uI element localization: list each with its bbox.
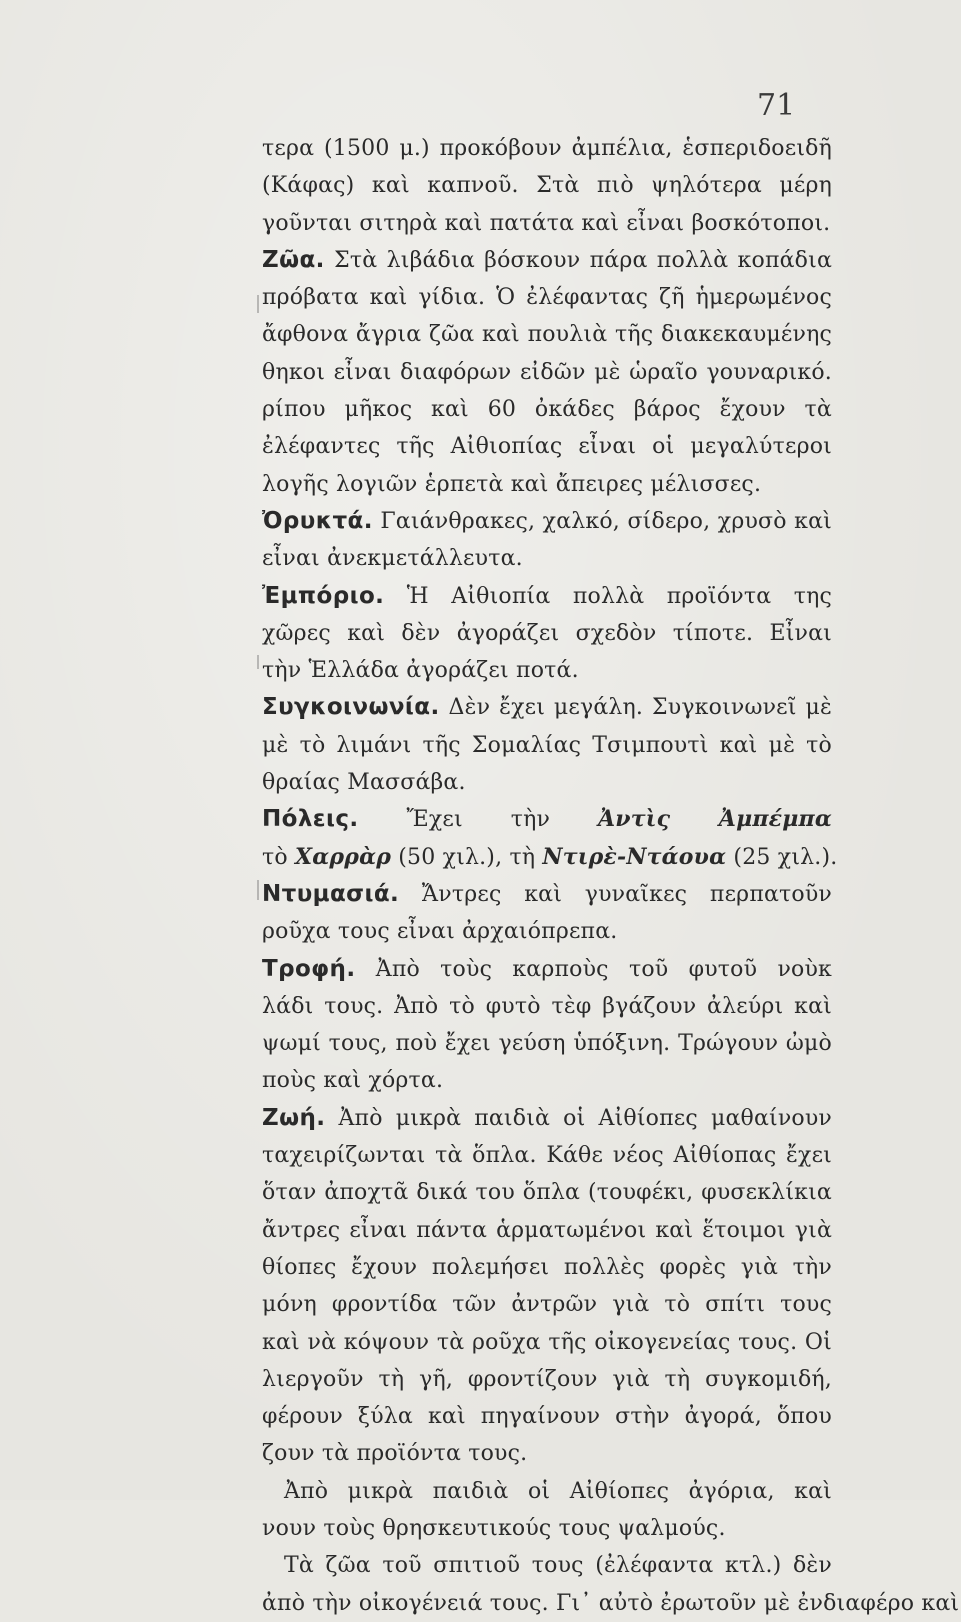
text-line — [262, 242, 832, 279]
text-line — [262, 1100, 832, 1137]
text-line — [262, 428, 832, 465]
line-text: θηκοι εἶναι διαφόρων εἰδῶν μὲ ὡραῖο γουναρικό. — [262, 359, 832, 385]
line-text: πρόβατα καὶ γίδια. Ὁ ἐλέφαντας ζῆ ἡμερωμένος — [262, 285, 832, 311]
line-text: ζουν τὰ προϊόντα τους. — [262, 1441, 528, 1467]
text-line — [262, 913, 832, 950]
line-text: Ἔχει τὴν — [358, 807, 599, 833]
body-text — [262, 130, 960, 1622]
line-text: ρίπου μῆκος καὶ 60 ὀκάδες βάρος ἔχουν τὰ — [262, 397, 832, 423]
line-text: ἄντρες εἶναι πάντα ἁρματωμένοι καὶ ἕτοιμοι γιὰ — [262, 1217, 832, 1243]
text-line — [262, 1398, 832, 1435]
margin-mark — [257, 880, 259, 900]
text-line — [262, 764, 832, 801]
line-text: μὲ τὸ λιμάνι τῆς Σομαλίας Τσιμπουτὶ καὶ μὲ τὸ — [262, 732, 832, 758]
section-heading: Ζωή. — [262, 1104, 326, 1131]
text-line — [262, 279, 832, 316]
text-line — [262, 839, 838, 876]
section-heading: Συγκοινωνία. — [262, 694, 440, 721]
line-text: λάδι τους. Ἀπὸ τὸ φυτὸ τὲφ βγάζουν ἀλεύρι καὶ — [262, 993, 832, 1019]
text-line — [262, 1324, 832, 1361]
text-line — [262, 466, 832, 503]
section-heading: Τροφή. — [262, 955, 356, 982]
section-heading: Ὀρυκτά. — [262, 507, 373, 534]
line-text: Ἄντρες καὶ γυναῖκες περπατοῦν — [421, 881, 832, 907]
text-line — [262, 801, 832, 838]
text-line — [262, 1025, 832, 1062]
text-line — [262, 615, 832, 652]
line-text: ἄφθονα ἄγρια ζῶα καὶ πουλιὰ τῆς διακεκαυμένης — [262, 322, 832, 348]
text-line — [262, 1286, 832, 1323]
text-line — [262, 205, 832, 242]
text-line — [262, 652, 832, 689]
page-number: 71 — [757, 88, 796, 123]
text-line — [262, 503, 832, 540]
place-name: Ἀντὶς Ἀμπέμπα — [598, 806, 832, 833]
line-text: Δὲν ἔχει μεγάλη. Συγκοινωνεῖ μὲ — [448, 695, 832, 721]
text-line — [262, 167, 832, 204]
text-line — [262, 130, 832, 167]
text-line — [262, 1547, 832, 1584]
line-text: λογῆς λογιῶν ἑρπετὰ καὶ ἄπειρες μέλισσες. — [262, 471, 762, 497]
line-text: ταχειρίζωνται τὰ ὅπλα. Κάθε νέος Αἰθίοπας ἔχει — [262, 1143, 832, 1169]
line-text: ποὺς καὶ χόρτα. — [262, 1068, 444, 1094]
line-text: θίοπες ἔχουν πολεμήσει πολλὲς φορὲς γιὰ τὴν — [262, 1254, 832, 1280]
section-heading: Ἐμπόριο. — [262, 582, 385, 609]
line-text: (50 χιλ.), τὴ — [391, 844, 543, 870]
line-text: ροῦχα τους εἶναι ἀρχαιόπρεπα. — [262, 919, 618, 945]
text-line — [262, 727, 832, 764]
text-line — [262, 1174, 832, 1211]
line-text: (25 χιλ.). — [726, 844, 838, 870]
text-line — [262, 354, 832, 391]
section-heading: Ντυμασιά. — [262, 880, 400, 907]
margin-mark — [257, 295, 259, 313]
text-line — [262, 1062, 832, 1099]
line-text: λιεργοῦν τὴ γῆ, φροντίζουν γιὰ τὴ συγκομιδή, — [262, 1366, 832, 1392]
text-line — [262, 1212, 832, 1249]
line-text: φέρουν ξύλα καὶ πηγαίνουν στὴν ἀγορά, ὅπου — [262, 1404, 832, 1430]
line-text: τὴν Ἑλλάδα ἀγοράζει ποτά. — [262, 658, 579, 684]
line-text: εἶναι ἀνεκμετάλλευτα. — [262, 546, 523, 572]
text-line — [262, 1510, 832, 1547]
line-text: Ἡ Αἰθιοπία πολλὰ προϊόντα της — [406, 583, 832, 609]
text-line — [262, 1473, 832, 1510]
place-name: Χαρρὰρ — [295, 843, 392, 870]
text-line — [262, 1361, 832, 1398]
text-line — [262, 578, 832, 615]
text-line — [262, 1137, 832, 1174]
section-heading: Ζῶα. — [262, 246, 325, 273]
text-line — [262, 540, 832, 577]
line-text: Ἀπὸ μικρὰ παιδιὰ οἱ Αἰθίοπες μαθαίνουν — [338, 1105, 832, 1131]
line-text: γοῦνται σιτηρὰ καὶ πατάτα καὶ εἶναι βοσκότοποι. — [262, 210, 831, 236]
line-text: νουν τοὺς θρησκευτικούς τους ψαλμούς. — [262, 1515, 726, 1541]
line-text: Γαιάνθρακες, χαλκό, σίδερο, χρυσὸ καὶ — [380, 508, 832, 534]
line-text: ὅταν ἀποχτᾶ δικά του ὅπλα (τουφέκι, φυσεκλίκια — [262, 1180, 832, 1206]
line-text: θραίας Μασσάβα. — [262, 770, 466, 796]
place-name: Ντιρὲ-Ντάουα — [542, 843, 727, 870]
text-line — [262, 1249, 832, 1286]
text-line — [262, 951, 832, 988]
text-line — [262, 689, 832, 726]
line-text: Τὰ ζῶα τοῦ σπιτιοῦ τους (ἐλέφαντα κτλ.) δὲν — [284, 1553, 832, 1579]
text-line — [262, 876, 832, 913]
margin-mark — [257, 655, 259, 669]
line-text: ἀπὸ τὴν οἰκογένειά τους. Γι᾽ αὐτὸ ἐρωτοῦν μὲ ἐνδιαφέρο καὶ — [262, 1590, 960, 1616]
text-line — [262, 1435, 832, 1472]
line-text: Στὰ λιβάδια βόσκουν πάρα πολλὰ κοπάδια — [334, 247, 832, 273]
line-text: (Κάφας) καὶ καπνοῦ. Στὰ πιὸ ψηλότερα μέρη — [262, 173, 832, 199]
line-text: τερα (1500 μ.) προκόβουν ἀμπέλια, ἑσπεριδοειδῆ — [262, 136, 832, 161]
line-text: καὶ νὰ κόψουν τὰ ροῦχα τῆς οἰκογενείας τους. Οἱ — [262, 1329, 832, 1355]
line-text: χῶρες καὶ δὲν ἀγοράζει σχεδὸν τίποτε. Εἶναι — [262, 620, 832, 646]
line-text: ἐλέφαντες τῆς Αἰθιοπίας εἶναι οἱ μεγαλύτεροι — [262, 434, 832, 460]
text-line — [262, 1585, 960, 1622]
section-heading: Πόλεις. — [262, 806, 359, 833]
line-text: Ἀπὸ τοὺς καρποὺς τοῦ φυτοῦ νοὺκ — [375, 956, 832, 982]
text-line — [262, 316, 832, 353]
line-text: τὸ — [262, 844, 296, 870]
line-text: Ἀπὸ μικρὰ παιδιὰ οἱ Αἰθίοπες ἀγόρια, καὶ — [284, 1478, 832, 1504]
text-line — [262, 391, 832, 428]
line-text: μόνη φροντίδα τῶν ἀντρῶν γιὰ τὸ σπίτι τους — [262, 1292, 832, 1318]
text-line — [262, 988, 832, 1025]
line-text: ψωμί τους, ποὺ ἔχει γεύση ὑπόξινη. Τρώγουν ὠμὸ — [262, 1031, 832, 1057]
